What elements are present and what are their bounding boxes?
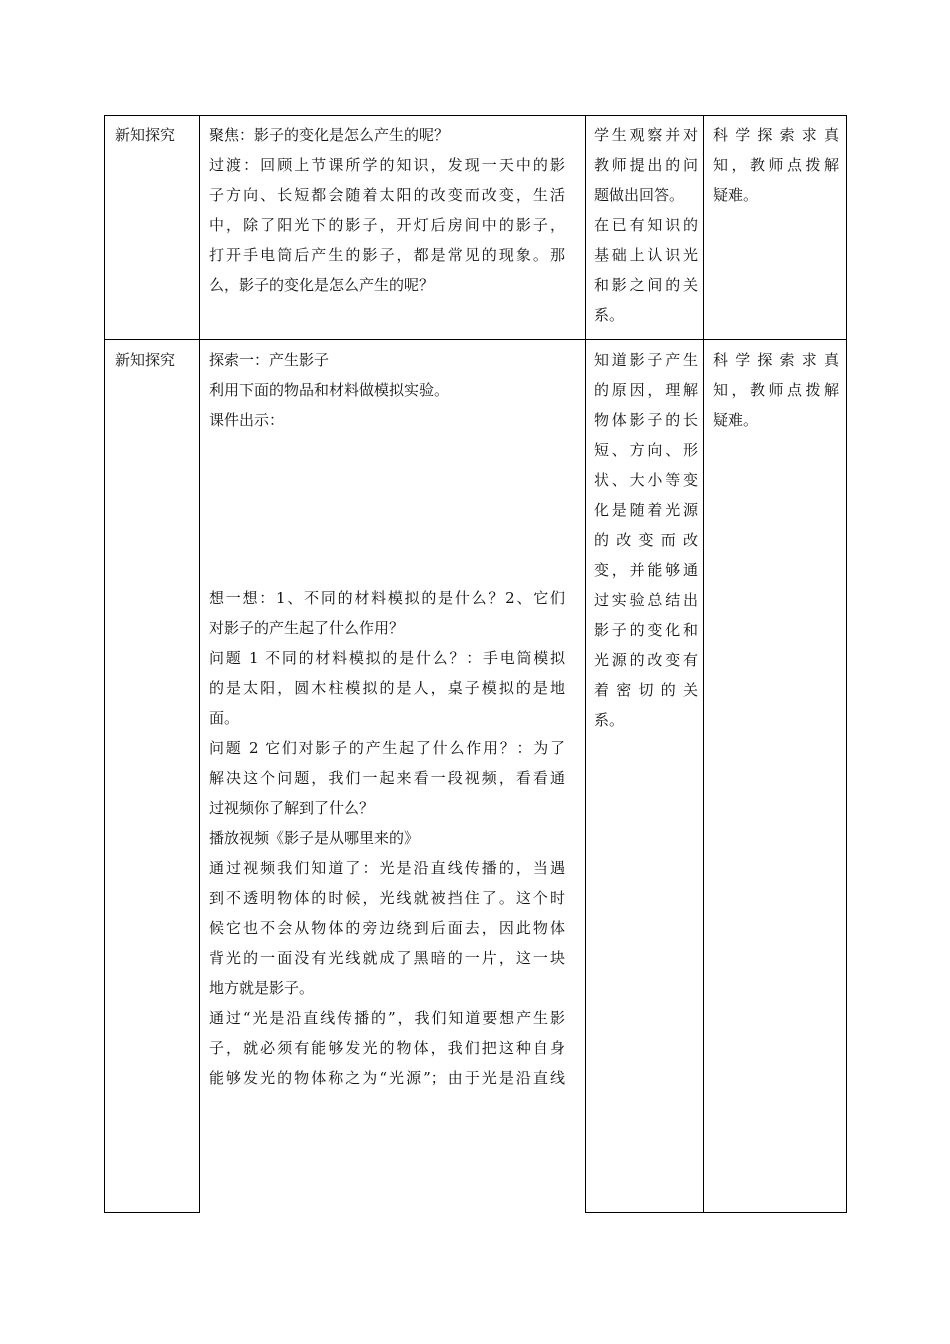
row2-content-line: 候它也不会从物体的旁边绕到后面去，因此物体 xyxy=(209,919,565,937)
row1-student-line: 学生观察并对 xyxy=(594,126,698,144)
row2-content-line: 的是太阳，圆木柱模拟的是人，桌子模拟的是地 xyxy=(209,679,565,697)
row2-content-line: 探索一：产生影子 xyxy=(209,351,330,369)
row1-student-line: 系。 xyxy=(594,306,625,324)
row1-content-line: 打开手电筒后产生的影子，都是常见的现象。那 xyxy=(209,246,565,264)
row1-intent-line: 知，教师点拨解 xyxy=(713,156,839,174)
row2-student-cell xyxy=(594,345,698,735)
row2-student-line: 短、方向、形 xyxy=(594,441,698,459)
row1-stage: 新知探究 xyxy=(115,126,176,144)
row2-content-line: 能够发光的物体称之为“光源”；由于光是沿直线 xyxy=(209,1069,565,1087)
row1-content-line: 么，影子的变化是怎么产生的呢？ xyxy=(209,276,435,294)
table-border-top xyxy=(104,115,847,116)
row2-intent-line: 疑难。 xyxy=(713,411,759,429)
row2-student-line: 系。 xyxy=(594,711,625,729)
row2-student-line: 光源的改变有 xyxy=(594,651,698,669)
column-divider-1 xyxy=(199,115,200,1213)
row2-stage-cell xyxy=(115,345,193,375)
row2-content-line: 利用下面的物品和材料做模拟实验。 xyxy=(209,381,450,399)
row1-content-line: 子方向、长短都会随着太阳的改变而改变，生活 xyxy=(209,186,565,204)
row1-stage-cell xyxy=(115,120,193,150)
column-divider-3 xyxy=(703,115,704,1213)
table-border-bottom-right xyxy=(585,1212,847,1213)
row2-content-line: 播放视频《影子是从哪里来的》 xyxy=(209,829,420,847)
row1-intent-line: 疑难。 xyxy=(713,186,759,204)
row2-stage: 新知探究 xyxy=(115,351,176,369)
row2-student-line: 影子的变化和 xyxy=(594,621,698,639)
row1-student-line: 题做出回答。 xyxy=(594,186,685,204)
row1-intent-line: 科学探索求真 xyxy=(713,126,839,144)
row1-student-line: 在已有知识的 xyxy=(594,216,698,234)
row2-content-line: 背光的一面没有光线就成了黑暗的一片，这一块 xyxy=(209,949,565,967)
row1-intent-cell xyxy=(713,120,839,210)
column-divider-2 xyxy=(585,115,586,1213)
row2-content-line: 通过“光是沿直线传播的”，我们知道要想产生影 xyxy=(209,1009,565,1027)
table-border-bottom-left xyxy=(104,1212,200,1213)
row1-student-cell xyxy=(594,120,698,330)
table-border-right xyxy=(846,115,847,1213)
row2-student-line: 的原因，理解 xyxy=(594,381,698,399)
table-border-left xyxy=(104,115,105,1213)
row2-content-cell xyxy=(209,345,565,435)
row2-student-line: 变，并能够通 xyxy=(594,561,698,579)
row1-content-cell xyxy=(209,120,565,300)
row1-student-line: 和影之间的关 xyxy=(594,276,698,294)
row2-student-line: 的改变而改 xyxy=(594,531,698,549)
row2-intent-line: 知，教师点拨解 xyxy=(713,381,839,399)
row2-content-line: 过视频你了解到了什么？ xyxy=(209,799,375,817)
row2-student-line: 着密切的关 xyxy=(594,681,698,699)
row2-content-line: 想一想：1、不同的材料模拟的是什么？2、它们 xyxy=(209,589,565,607)
row2-intent-cell xyxy=(713,345,839,435)
row1-student-line: 教师提出的问 xyxy=(594,156,698,174)
row2-content-line: 地方就是影子。 xyxy=(209,979,315,997)
row2-student-line: 化是随着光源 xyxy=(594,501,698,519)
row2-content-line: 问题 1 不同的材料模拟的是什么？：手电筒模拟 xyxy=(209,649,565,667)
row2-content-line: 面。 xyxy=(209,709,240,727)
row-divider xyxy=(104,339,847,340)
row2-content-line: 解决这个问题，我们一起来看一段视频，看看通 xyxy=(209,769,565,787)
row2-content-line: 通过视频我们知道了：光是沿直线传播的，当遇 xyxy=(209,859,565,877)
row2-intent-line: 科学探索求真 xyxy=(713,351,839,369)
row2-content-line: 问题 2 它们对影子的产生起了什么作用？：为了 xyxy=(209,739,565,757)
row2-content-line: 到不透明物体的时候，光线就被挡住了。这个时 xyxy=(209,889,565,907)
row2-student-line: 物体影子的长 xyxy=(594,411,698,429)
row2-content-line: 子，就必须有能够发光的物体，我们把这种自身 xyxy=(209,1039,565,1057)
row2-student-line: 状、大小等变 xyxy=(594,471,698,489)
row1-content-line: 过渡：回顾上节课所学的知识，发现一天中的影 xyxy=(209,156,565,174)
row1-student-line: 基础上认识光 xyxy=(594,246,698,264)
row2-content-cell-continued xyxy=(209,583,565,1093)
row1-content-line: 中，除了阳光下的影子，开灯后房间中的影子， xyxy=(209,216,565,234)
row2-content-line: 课件出示： xyxy=(209,411,285,429)
row1-content-line: 聚焦：影子的变化是怎么产生的呢？ xyxy=(209,126,450,144)
row2-content-line: 对影子的产生起了什么作用？ xyxy=(209,619,405,637)
row2-student-line: 知道影子产生 xyxy=(594,351,698,369)
row2-student-line: 过实验总结出 xyxy=(594,591,698,609)
